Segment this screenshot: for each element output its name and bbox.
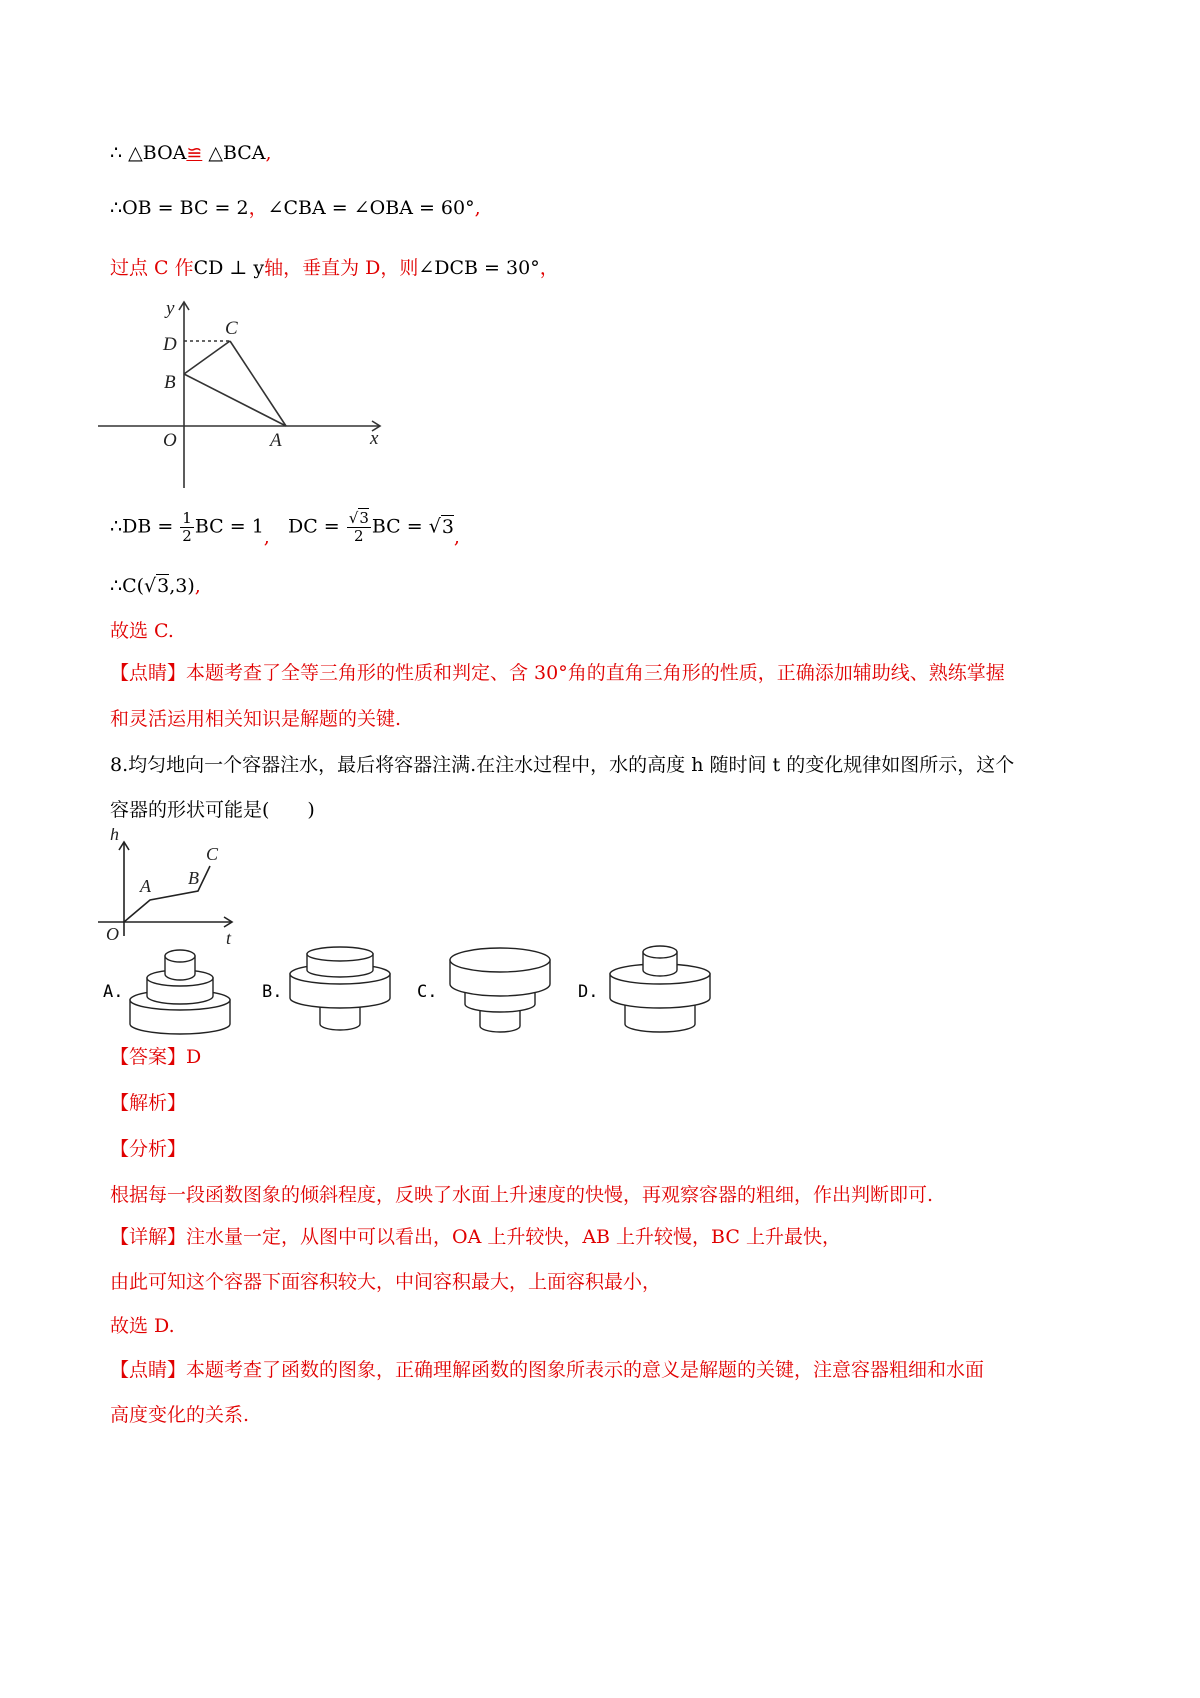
container-a-image	[125, 940, 235, 1040]
text-bc-eq: BC =	[371, 515, 423, 538]
proof-line-5: ∴C(√3,3),	[110, 575, 201, 597]
fenxi-text: 根据每一段函数图象的倾斜程度，反映了水面上升速度的快慢，再观察容器的粗细，作出判断即可.	[110, 1184, 934, 1206]
denominator: 2	[182, 527, 192, 545]
text-angle-dcb: ∠DCB = 30°	[418, 257, 540, 279]
label-c: C	[225, 318, 238, 339]
container-c-image	[445, 940, 555, 1040]
label-b: B	[164, 372, 176, 393]
equation-angles: ∠CBA = ∠OBA = 60°	[267, 197, 475, 219]
label-t: t	[226, 928, 232, 948]
choose-c: 故选 C.	[110, 620, 174, 642]
comma: ,	[263, 525, 270, 548]
segment-ca	[230, 341, 286, 426]
option-c-label: C.	[417, 982, 438, 1002]
radicand: 3	[157, 575, 170, 597]
label-c: C	[206, 844, 219, 864]
text-through-c: 过点 C 作	[110, 257, 194, 279]
label-a: A	[140, 876, 151, 896]
comma: ,	[474, 197, 481, 219]
xiangjie-line-2: 由此可知这个容器下面容积较大，中间容积最大，上面容积最小，	[110, 1271, 662, 1293]
fraction-sqrt3-half	[347, 510, 371, 545]
option-a-label: A.	[103, 982, 124, 1002]
proof-line-1	[110, 140, 272, 166]
figure-triangle-coordinate	[98, 300, 398, 490]
text-axis-d: 轴，垂直为 D，则	[264, 257, 419, 279]
segment-ba	[184, 374, 286, 426]
triangle-boa: △BOA	[128, 142, 187, 164]
xiangjie-line-1: 【详解】注水量一定，从图中可以看出，OA 上升较快，AB 上升较慢，BC 上升最快，	[110, 1226, 841, 1248]
comma: ，	[539, 257, 559, 279]
container-d-image	[605, 940, 715, 1040]
dianjing-line-1: 【点睛】本题考查了全等三角形的性质和判定、含 30°角的直角三角形的性质，正确添加辅助线、熟练掌握	[110, 662, 1005, 684]
proof-line-4: ∴DB = $\frac{1}{2}$ BC = 1, DC = $\frac{√3}{2}$ BC = √3,	[110, 509, 460, 548]
choose-d: 故选 D.	[110, 1315, 175, 1337]
separator: ，	[248, 197, 268, 219]
congruent-symbol: ≌	[186, 142, 203, 164]
denominator: 2	[354, 527, 364, 545]
comma: ,	[265, 142, 272, 164]
label-d: D	[163, 334, 177, 355]
label-o: O	[106, 924, 119, 944]
label-y: y	[166, 300, 175, 319]
jiexi-heading: 【解析】	[110, 1092, 187, 1114]
dianjing2-line-2: 高度变化的关系.	[110, 1404, 250, 1426]
proof-line-2	[110, 195, 481, 221]
label-o: O	[163, 430, 177, 451]
question-8-line-2: 容器的形状可能是( )	[110, 799, 315, 821]
label-x: x	[370, 428, 379, 449]
figure-h-t-graph	[98, 828, 248, 948]
dianjing-line-2: 和灵活运用相关知识是解题的关键.	[110, 708, 402, 730]
radicand: 3	[359, 509, 369, 527]
option-b-label: B.	[262, 982, 283, 1002]
option-d-label: D.	[578, 982, 599, 1002]
fenxi-heading: 【分析】	[110, 1138, 187, 1160]
equation-ob-bc: ∴OB = BC = 2	[110, 197, 249, 219]
text-c-close: ,3)	[169, 575, 195, 597]
comma: ,	[453, 525, 460, 548]
dianjing2-line-1: 【点睛】本题考查了函数的图象，正确理解函数的图象所表示的意义是解题的关键，注意容器粗细和水面	[110, 1359, 985, 1381]
text-db: ∴DB =	[110, 515, 174, 538]
answer-line: 【答案】D	[110, 1046, 202, 1068]
label-a: A	[270, 430, 282, 451]
text-dc: DC =	[287, 515, 340, 538]
text-bc-eq-1: BC = 1	[194, 515, 264, 538]
text-c-open: ∴C(	[110, 575, 145, 597]
label-b: B	[188, 868, 199, 888]
text-cd-perp: CD ⊥ y	[193, 257, 265, 279]
therefore-symbol: ∴	[110, 142, 123, 164]
numerator: 1	[182, 509, 192, 527]
container-b-image	[285, 940, 395, 1040]
fraction-half	[180, 510, 194, 545]
proof-line-3	[110, 255, 559, 281]
segment-bc	[184, 341, 230, 374]
radicand: 3	[441, 515, 454, 538]
numerator: √3	[348, 509, 369, 527]
comma: ,	[194, 575, 201, 597]
question-8-line-1: 8.均匀地向一个容器注水，最后将容器注满.在注水过程中，水的高度 h 随时间 t 的变化规律如图所示，这个	[110, 754, 1015, 776]
label-h: h	[110, 828, 119, 844]
triangle-bca: △BCA	[208, 142, 266, 164]
